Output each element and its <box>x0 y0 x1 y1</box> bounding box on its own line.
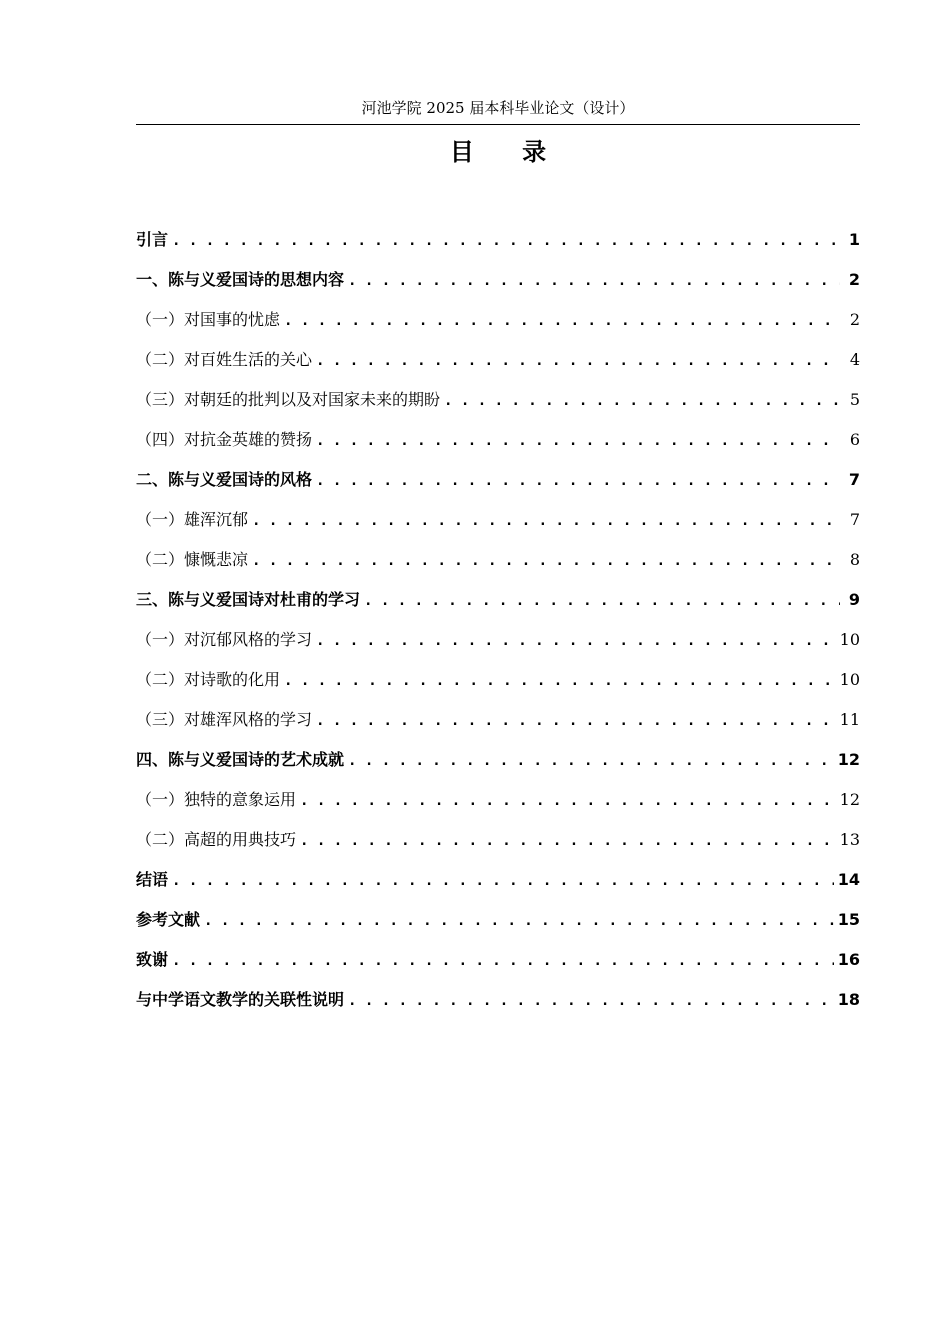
toc-entry-page: 5 <box>849 390 860 409</box>
toc-entry-label: 结语 <box>136 870 169 889</box>
toc-entry-label: （三）对朝廷的批判以及对国家未来的期盼 <box>136 390 441 409</box>
toc-entry[interactable] <box>136 786 860 826</box>
dot-leader <box>348 267 840 295</box>
toc-entry[interactable] <box>136 706 860 746</box>
toc-entry[interactable] <box>136 826 860 866</box>
dot-leader <box>284 307 840 335</box>
toc-entry[interactable] <box>136 626 860 666</box>
toc-entry[interactable] <box>136 226 860 266</box>
toc-entry-page: 16 <box>837 950 860 969</box>
dot-leader <box>204 907 834 935</box>
toc-entry-page: 6 <box>849 430 860 449</box>
dot-leader <box>316 627 836 655</box>
dot-leader <box>316 467 840 495</box>
header-divider <box>136 124 860 125</box>
toc-entry[interactable] <box>136 986 860 1026</box>
toc-entry-page: 14 <box>837 870 860 889</box>
toc-entry-label: （三）对雄浑风格的学习 <box>136 710 313 729</box>
toc-entry[interactable] <box>136 506 860 546</box>
toc-entry-page: 9 <box>848 590 860 609</box>
toc-entry[interactable] <box>136 946 860 986</box>
toc-entry-page: 10 <box>839 630 860 649</box>
toc-entry-label: 引言 <box>136 230 169 249</box>
toc-entry-page: 12 <box>839 790 860 809</box>
toc-entry-page: 15 <box>837 910 860 929</box>
toc-entry-label: 致谢 <box>136 950 169 969</box>
toc-entry-label: （二）对百姓生活的关心 <box>136 350 313 369</box>
toc-entry-page: 12 <box>837 750 860 769</box>
toc-entry-label: （四）对抗金英雄的赞扬 <box>136 430 313 449</box>
toc-entry[interactable] <box>136 346 860 386</box>
table-of-contents <box>136 226 860 1026</box>
dot-leader <box>172 947 834 975</box>
dot-leader <box>172 867 834 895</box>
toc-entry-label: （二）高超的用典技巧 <box>136 830 297 849</box>
toc-entry[interactable] <box>136 586 860 626</box>
toc-entry[interactable] <box>136 546 860 586</box>
toc-entry-page: 2 <box>848 270 860 289</box>
toc-entry[interactable] <box>136 306 860 346</box>
toc-entry[interactable] <box>136 426 860 466</box>
toc-entry-label: 参考文献 <box>136 910 201 929</box>
dot-leader <box>252 547 840 575</box>
toc-entry-page: 7 <box>848 470 860 489</box>
toc-title: 目 录 <box>449 138 567 166</box>
toc-entry-label: （一）对国事的忧虑 <box>136 310 281 329</box>
toc-entry-label: （二）对诗歌的化用 <box>136 670 281 689</box>
toc-entry-page: 1 <box>848 230 860 249</box>
toc-entry-page: 13 <box>839 830 860 849</box>
dot-leader <box>316 707 836 735</box>
toc-entry-label: （一）对沉郁风格的学习 <box>136 630 313 649</box>
dot-leader <box>300 827 836 855</box>
toc-entry[interactable] <box>136 266 860 306</box>
toc-entry-page: 2 <box>849 310 860 329</box>
toc-entry[interactable] <box>136 866 860 906</box>
toc-entry-label: 四、陈与义爱国诗的艺术成就 <box>136 750 345 769</box>
toc-entry-page: 11 <box>839 710 860 729</box>
dot-leader <box>348 747 834 775</box>
toc-entry[interactable] <box>136 666 860 706</box>
toc-entry-page: 4 <box>849 350 860 369</box>
toc-entry-page: 18 <box>837 990 860 1009</box>
dot-leader <box>444 387 840 415</box>
toc-entry-label: 一、陈与义爱国诗的思想内容 <box>136 270 345 289</box>
toc-entry-label: 三、陈与义爱国诗对杜甫的学习 <box>136 590 361 609</box>
dot-leader <box>284 667 836 695</box>
dot-leader <box>300 787 836 815</box>
toc-entry[interactable] <box>136 466 860 506</box>
dot-leader <box>172 227 840 255</box>
toc-entry-label: （二）慷慨悲凉 <box>136 550 249 569</box>
toc-entry[interactable] <box>136 386 860 426</box>
toc-entry-page: 7 <box>849 510 860 529</box>
dot-leader <box>364 587 840 615</box>
toc-entry-label: （一）雄浑沉郁 <box>136 510 249 529</box>
toc-entry[interactable] <box>136 746 860 786</box>
toc-entry-page: 10 <box>839 670 860 689</box>
dot-leader <box>348 987 834 1015</box>
toc-entry-label: （一）独特的意象运用 <box>136 790 297 809</box>
running-header: 河池学院 2025 届本科毕业论文（设计） <box>361 99 635 117</box>
dot-leader <box>316 347 840 375</box>
toc-entry[interactable] <box>136 906 860 946</box>
toc-entry-page: 8 <box>849 550 860 569</box>
dot-leader <box>252 507 840 535</box>
toc-entry-label: 二、陈与义爱国诗的风格 <box>136 470 313 489</box>
toc-entry-label: 与中学语文教学的关联性说明 <box>136 990 345 1009</box>
dot-leader <box>316 427 840 455</box>
